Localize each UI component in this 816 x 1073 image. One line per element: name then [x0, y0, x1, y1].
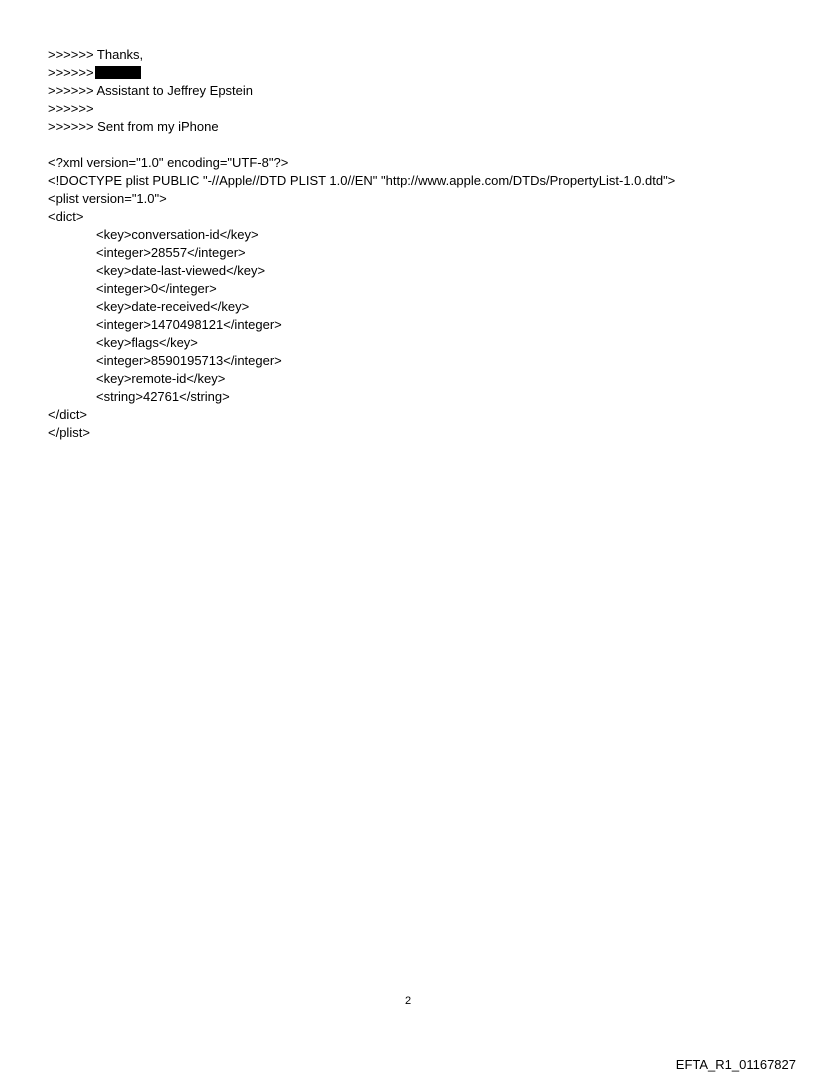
plist-entry: <integer>1470498121</integer> — [96, 317, 282, 332]
plist-doctype: <!DOCTYPE plist PUBLIC "-//Apple//DTD PLIST 1.0//EN" "http://www.apple.com/DTDs/PropertyList-1.0.dtd"> — [48, 173, 676, 188]
plist-open-tag: <plist version="1.0"> — [48, 191, 167, 206]
plist-entry: <string>42761</string> — [96, 389, 230, 404]
plist-entry: <key>date-received</key> — [96, 299, 250, 314]
email-footer-title: >>>>>> Assistant to Jeffrey Epstein — [48, 83, 254, 98]
plist-entry: <key>date-last-viewed</key> — [96, 263, 266, 278]
redaction-block — [95, 66, 141, 79]
dict-open-tag: <dict> — [48, 209, 84, 224]
plist-entry: <key>remote-id</key> — [96, 371, 226, 386]
document-body — [48, 46, 675, 442]
plist-entry: <key>conversation-id</key> — [96, 227, 259, 242]
plist-close-tag: </plist> — [48, 425, 90, 440]
quote-prefix: >>>>>> — [48, 65, 94, 80]
plist-xml-declaration: <?xml version="1.0" encoding="UTF-8"?> — [48, 155, 289, 170]
plist-entry: <integer>8590195713</integer> — [96, 353, 282, 368]
dict-close-tag: </dict> — [48, 407, 88, 422]
bates-number: EFTA_R1_01167827 — [675, 1057, 796, 1072]
email-footer-sent-from: >>>>>> Sent from my iPhone — [48, 119, 219, 134]
page-number: 2 — [404, 995, 412, 1007]
email-footer-redacted-name — [48, 64, 675, 82]
plist-entry: <key>flags</key> — [96, 335, 198, 350]
email-footer-empty-quote: >>>>>> — [48, 101, 94, 116]
plist-entry: <integer>28557</integer> — [96, 245, 246, 260]
email-footer-thanks: >>>>>> Thanks, — [48, 47, 144, 62]
blank-line — [48, 136, 675, 154]
plist-entry: <integer>0</integer> — [96, 281, 217, 296]
